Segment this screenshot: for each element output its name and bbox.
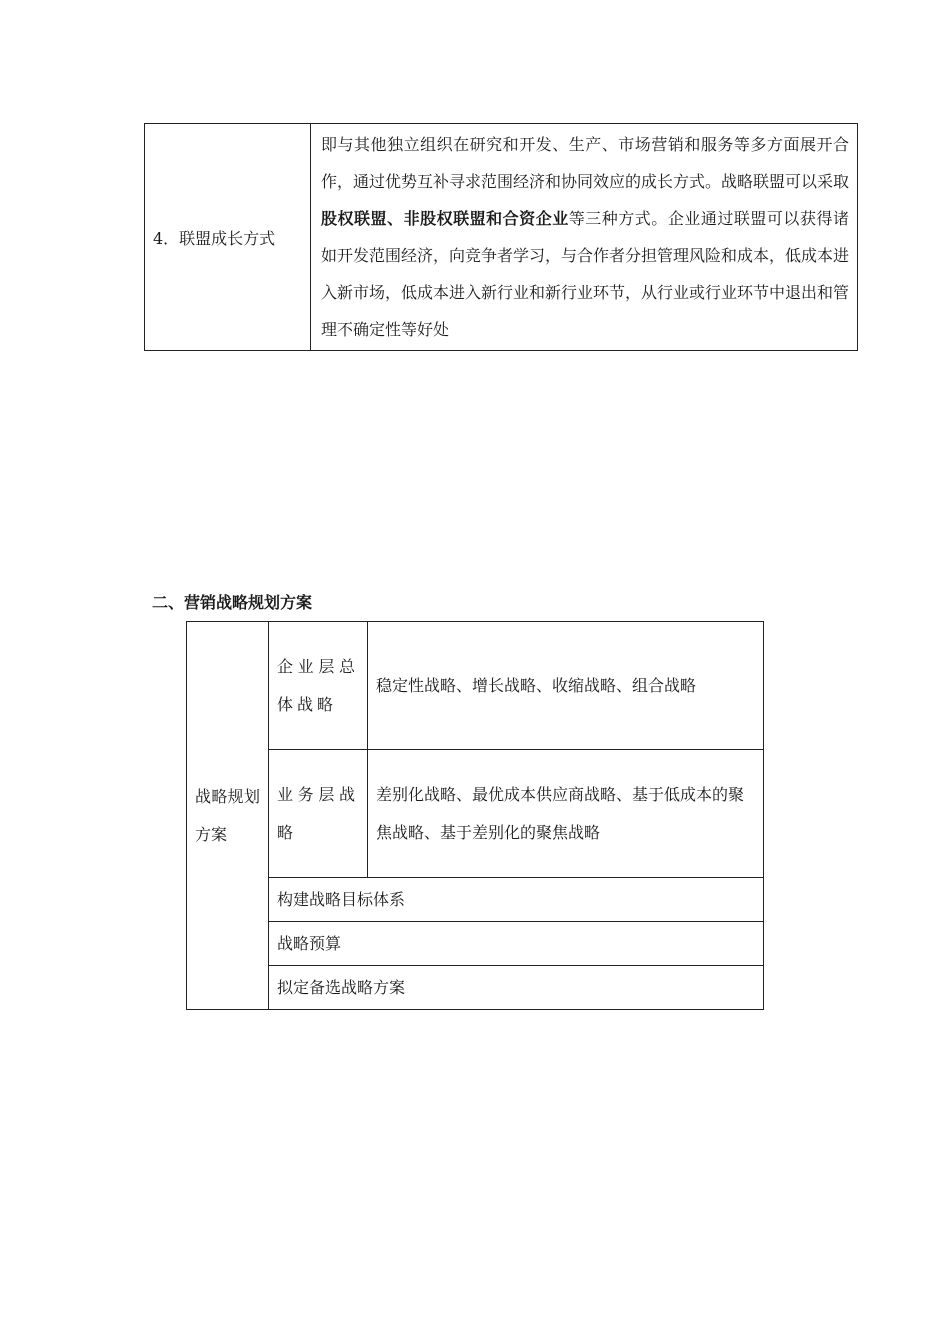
strategy-budget: 战略预算 xyxy=(277,934,342,953)
business-strategy-label-cell xyxy=(269,750,368,878)
table-row xyxy=(145,124,858,351)
table-row xyxy=(187,750,764,878)
table-row xyxy=(187,966,764,1010)
business-strategy-value: 差别化战略、最优成本供应商战略、基于低成本的聚焦战略、基于差别化的聚焦战略 xyxy=(376,784,745,842)
section-heading: 二、营销战略规划方案 xyxy=(152,593,313,612)
business-strategy-label: 业务层战略 xyxy=(277,784,359,842)
strategy-budget-cell xyxy=(269,922,764,966)
alliance-label: 4．联盟成长方式 xyxy=(153,228,276,248)
alliance-description-bold: 股权联盟、非股权联盟和合资企业 xyxy=(321,209,569,228)
strategy-goals: 构建战略目标体系 xyxy=(277,890,406,909)
plan-row-header: 战略规划方案 xyxy=(195,786,260,844)
business-strategy-value-cell xyxy=(368,750,764,878)
strategy-goals-cell xyxy=(269,878,764,922)
table-row xyxy=(187,922,764,966)
alliance-description-part2: 等三种方式。企业通过联盟可以获得诸如开发范围经济，向竞争者学习，与合作者分担管理风险和成本，低成本进入新市场，低成本进入新行业和新行业环节，从行业或行业环节中退出和管理不确定性等好处 xyxy=(321,209,850,339)
alliance-label-cell xyxy=(145,124,311,351)
table-row xyxy=(187,622,764,750)
strategy-alternatives: 拟定备选战略方案 xyxy=(277,978,406,997)
strategy-alternatives-cell xyxy=(269,966,764,1010)
alliance-description-part1: 即与其他独立组织在研究和开发、生产、市场营销和服务等多方面展开合作，通过优势互补寻求范围经济和协同效应的成长方式。战略联盟可以采取 xyxy=(321,135,850,191)
corporate-strategy-label: 企业层总体战略 xyxy=(277,656,359,714)
strategy-plan-table xyxy=(186,621,764,1010)
plan-row-header-cell xyxy=(187,622,269,1010)
alliance-table xyxy=(144,123,858,351)
corporate-strategy-value-cell xyxy=(368,622,764,750)
corporate-strategy-value: 稳定性战略、增长战略、收缩战略、组合战略 xyxy=(376,675,697,695)
alliance-description-cell xyxy=(311,124,858,351)
corporate-strategy-label-cell xyxy=(269,622,368,750)
table-row xyxy=(187,878,764,922)
